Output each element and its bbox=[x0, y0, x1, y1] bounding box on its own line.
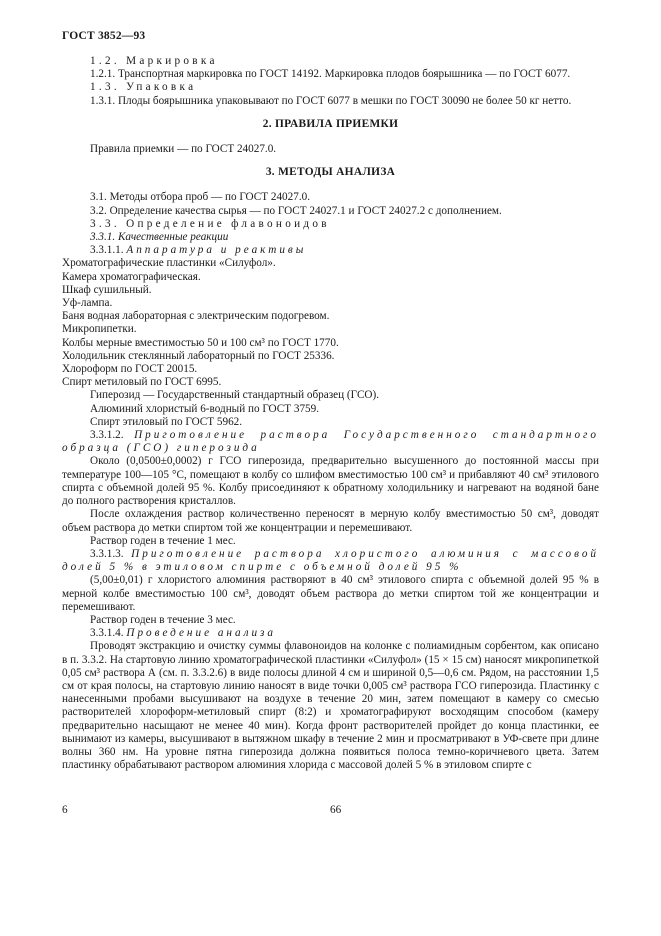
section-3-3-1-4-title bbox=[62, 627, 599, 640]
section-number: 3.3.1.3. bbox=[90, 547, 124, 560]
section-1-2-1: 1.2.1. Транспортная маркировка по ГОСТ 14192. Маркировка плодов боярышника — по ГОСТ 6077. bbox=[90, 68, 571, 81]
section-1-3-title: 1.3. Упаковка bbox=[90, 81, 197, 94]
list-item: Колбы мерные вместимостью 50 и 100 см³ по ГОСТ 1770. bbox=[62, 336, 339, 349]
list-item: Хроматографические пластинки «Силуфол». bbox=[62, 257, 276, 270]
list-item: Спирт метиловый по ГОСТ 6995. bbox=[62, 376, 222, 389]
gso-paragraph-1: Около (0,0500±0,0002) г ГСО гиперозида, предварительно высушенного до постоянной массы при температуре 100—105 °С, помещают в колбу со шлифом вместимостью 100 см³ и прибавляют 40 см³ этилового спирта с объемной долей 95 %. Колбу присоединяют к обратному холодильнику и нагревают на водяной бане до полного растворения кристаллов. bbox=[62, 455, 599, 508]
analysis-paragraph-1: Проводят экстракцию и очистку суммы флавоноидов на колонке с полиамидным сорбентом, как описано в п. 3.3.2. На стартовую линию хроматографической пластинки «Силуфол» (15 × 15 см) наносят микропипеткой 0,05 см³ раствора А (см. п. 3.3.2.6) в виде полосы длиной 4 см и шириной 0,5—0,6 см. Рядом, на расстоянии 1,5 см от края полосы, на стартовую линию наносят в виде точки 0,005 см³ раствора ГСО гиперозида. Пластинку с нанесенными пробами высушивают на воздухе в течение 20 мин, затем помещают в камеру со смесью растворителей хлороформ-метиловый спирт (8:2) и хроматографируют восходящим способом (камеру предварительно насыщают не менее 40 мин). Когда фронт растворителей пройдет до конца пластинки, ее вынимают из камеры, высушивают в вытяжном шкафу в течение 2 мин и просматривают в УФ-свете при длине волны 360 нм. На уровне пятна гиперозида должна появиться полоса темно-коричневого цвета. Затем пластинку обрабатывают раствором алюминия хлорида с массовой долей 5 % в этиловом спирте с bbox=[62, 640, 599, 772]
section-1-2-title: 1.2. Маркировка bbox=[90, 55, 218, 67]
list-item: Холодильник стеклянный лабораторный по ГОСТ 25336. bbox=[62, 349, 335, 362]
section-title: Приготовление раствора хлористого алюминия с массовой долей 5 % в этиловом спирте с объемной долей 95 % bbox=[62, 547, 600, 574]
document-header: ГОСТ 3852—93 bbox=[62, 30, 146, 42]
section-number: 3.3.1.2. bbox=[90, 429, 124, 442]
section-1-3-1: 1.3.1. Плоды боярышника упаковывают по ГОСТ 6077 в мешки по ГОСТ 30090 не более 50 кг нетто. bbox=[90, 94, 572, 107]
section-3-3-1-3-title bbox=[62, 548, 599, 574]
section-title: Проведение анализа bbox=[126, 627, 277, 640]
section-3-3-1-1-title bbox=[62, 244, 599, 257]
list-item: Спирт этиловый по ГОСТ 5962. bbox=[90, 415, 243, 428]
section-2-heading: 2. ПРАВИЛА ПРИЕМКИ bbox=[262, 117, 399, 130]
list-item: Шкаф сушильный. bbox=[62, 283, 152, 296]
aluminium-paragraph-1: (5,00±0,01) г хлористого алюминия растворяют в 40 см³ этилового спирта с объемной долей 95 % в мерной колбе вместимостью 100 см³, доводят объем раствора до метки спиртом той же концентрации и перемешивают. bbox=[62, 574, 599, 613]
section-number: 3.3.1.4. bbox=[90, 627, 124, 640]
list-item: Камера хроматографическая. bbox=[62, 270, 201, 283]
section-3-1: 3.1. Методы отбора проб — по ГОСТ 24027.0. bbox=[90, 191, 311, 204]
gso-paragraph-2: После охлаждения раствор количественно переносят в мерную колбу вместимостью 50 см³, доводят объем раствора до метки спиртом той же концентрации и перемешивают. bbox=[62, 508, 599, 534]
document-body bbox=[62, 55, 599, 772]
list-item: Баня водная лабораторная с электрическим подогревом. bbox=[62, 310, 330, 323]
section-title: Аппаратура и реактивы bbox=[126, 244, 307, 257]
acceptance-rules: Правила приемки — по ГОСТ 24027.0. bbox=[90, 143, 277, 156]
section-3-2: 3.2. Определение качества сырья — по ГОСТ 24027.1 и ГОСТ 24027.2 с дополнением. bbox=[90, 204, 502, 217]
section-3-heading: 3. МЕТОДЫ АНАЛИЗА bbox=[265, 166, 396, 179]
section-3-3-1-2-title bbox=[62, 429, 599, 455]
list-item: Хлороформ по ГОСТ 20015. bbox=[62, 363, 198, 376]
equipment-list bbox=[62, 257, 599, 429]
section-3-3-1-title: 3.3.1. Качественные реакции bbox=[90, 231, 229, 244]
gso-paragraph-3: Раствор годен в течение 1 мес. bbox=[90, 534, 236, 547]
page-number-global: 66 bbox=[330, 804, 342, 816]
section-title: Приготовление раствора Государственного стандартного образца (ГСО) гиперозида bbox=[62, 429, 600, 455]
aluminium-paragraph-2: Раствор годен в течение 3 мес. bbox=[90, 613, 236, 626]
list-item: Уф-лампа. bbox=[62, 297, 113, 310]
section-number: 3.3.1.1. bbox=[90, 244, 124, 257]
list-item: Алюминий хлористый 6-водный по ГОСТ 3759. bbox=[90, 402, 320, 415]
list-item: Микропипетки. bbox=[62, 323, 137, 336]
list-item: Гиперозид — Государственный стандартный образец (ГСО). bbox=[90, 389, 380, 402]
page-number-local: 6 bbox=[62, 804, 68, 816]
section-3-3-title: 3.3. Определение флавоноидов bbox=[90, 217, 330, 230]
